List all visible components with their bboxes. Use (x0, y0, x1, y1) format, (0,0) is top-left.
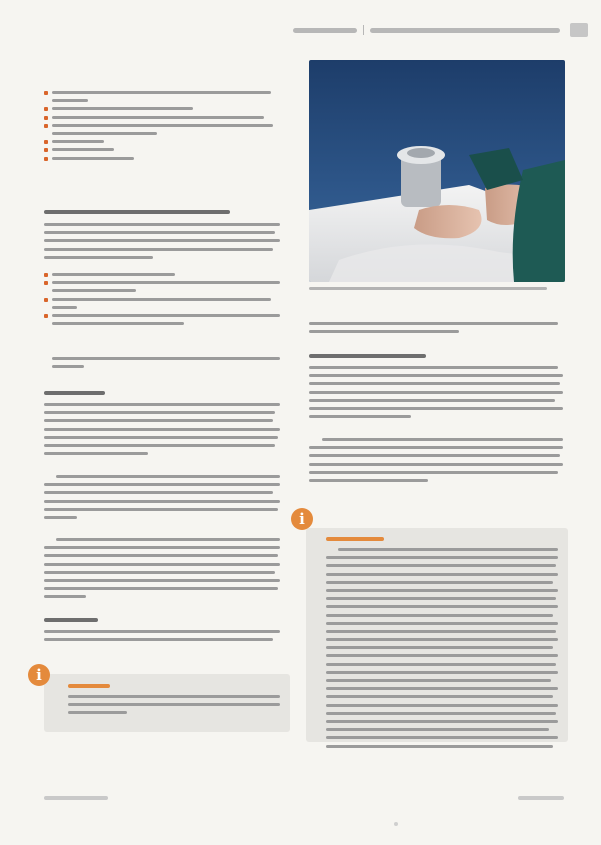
scan-speck (394, 822, 398, 826)
info-icon: i (28, 664, 50, 686)
bullet-list (44, 91, 280, 165)
running-header (200, 24, 560, 36)
info-box-heading (326, 537, 384, 541)
list-item (44, 91, 280, 107)
list-item (44, 273, 280, 281)
body-paragraph (44, 403, 280, 460)
bullet-icon (44, 148, 48, 152)
list-item (44, 281, 280, 297)
bullet-icon (44, 273, 48, 277)
info-icon: i (291, 508, 313, 530)
footer-left (44, 796, 108, 800)
list-item (44, 140, 280, 148)
photo (309, 60, 565, 282)
section-heading (44, 618, 280, 628)
info-box (44, 674, 290, 732)
photo-caption (309, 287, 565, 295)
body-paragraph (309, 366, 563, 423)
bullet-icon (44, 281, 48, 285)
list-item (44, 124, 280, 140)
body-paragraph (44, 538, 280, 604)
section-heading (44, 391, 280, 401)
footer-right (518, 796, 564, 800)
body-paragraph (309, 322, 563, 338)
body-paragraph (44, 223, 280, 264)
bullet-icon (44, 116, 48, 120)
list-item (44, 314, 280, 330)
bullet-icon (44, 298, 48, 302)
body-paragraph (44, 475, 280, 524)
bullet-icon (44, 124, 48, 128)
list-item (44, 298, 280, 314)
body-paragraph (52, 357, 280, 373)
info-box-heading (68, 684, 110, 688)
section-heading (309, 354, 563, 364)
section-heading (44, 210, 280, 220)
bullet-icon (44, 314, 48, 318)
bullet-icon (44, 107, 48, 111)
body-paragraph (309, 438, 563, 487)
page-number (570, 23, 588, 37)
list-item (44, 148, 280, 156)
info-box (306, 528, 568, 742)
bullet-list (44, 273, 280, 330)
bullet-icon (44, 157, 48, 161)
bullet-icon (44, 140, 48, 144)
list-item (44, 157, 280, 165)
list-item (44, 107, 280, 115)
list-item (44, 116, 280, 124)
body-paragraph (44, 630, 280, 646)
bullet-icon (44, 91, 48, 95)
